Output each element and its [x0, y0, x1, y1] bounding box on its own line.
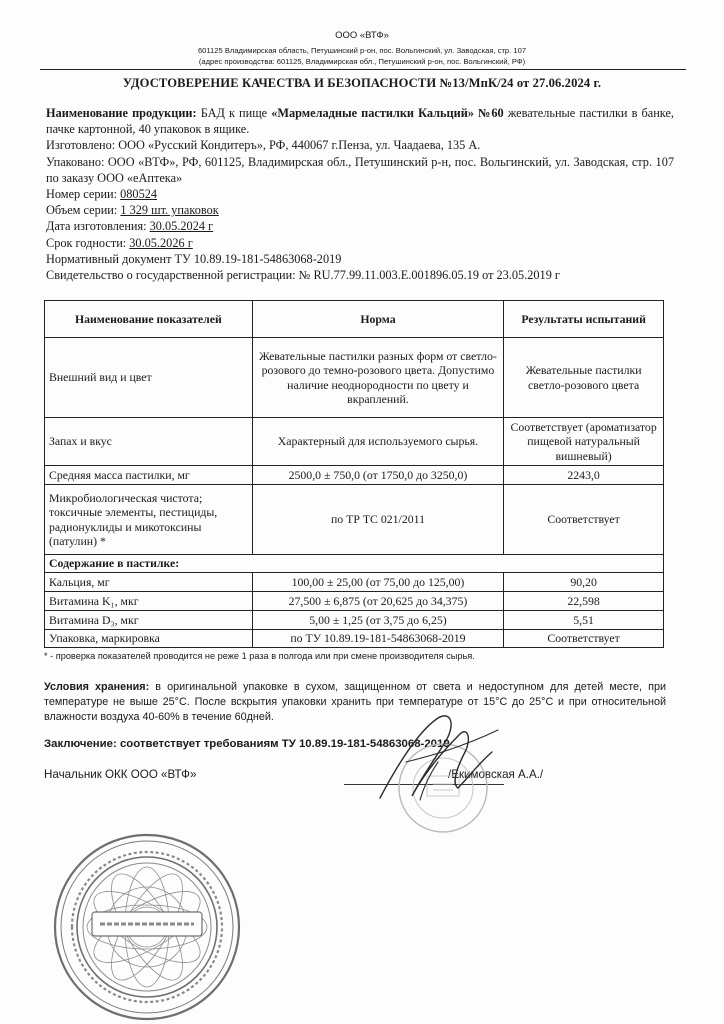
section-row — [45, 555, 664, 573]
table-cell: Средняя масса пастилки, мг — [45, 466, 253, 485]
expiry-line — [46, 235, 674, 251]
normative-line: Нормативный документ ТУ 10.89.19-181-54863068-2019 — [46, 251, 342, 266]
storage-label: Условия хранения: — [44, 681, 150, 693]
mfg-date-line — [46, 218, 674, 234]
header-divider — [40, 69, 686, 70]
table-cell: Кальция, мг — [45, 573, 253, 592]
table-row — [45, 418, 664, 466]
storage-conditions — [44, 680, 666, 725]
table-cell: по ТР ТС 021/2011 — [252, 485, 504, 555]
table-row — [45, 630, 664, 648]
product-suffix: жевательные пастилки в банке, пачке картонной, 40 упаковок в ящике. — [46, 106, 675, 137]
table-cell: Соответствует (ароматизатор пищевой натуральный вишневый) — [504, 418, 664, 466]
table-header-row — [45, 301, 664, 338]
table-row — [45, 592, 664, 611]
header-production-address: (адрес производства: 601125, Владимирская обл., Петушинский р-он, пос. Вольгинский, РФ) — [198, 57, 526, 66]
section-label: Содержание в пастилке: — [45, 555, 664, 573]
table-cell: 22,598 — [504, 592, 664, 611]
mfg-date-value: 30.05.2024 г — [149, 219, 214, 234]
table-row — [45, 466, 664, 485]
table-cell: Характерный для используемого сырья. — [252, 418, 504, 466]
table-cell: 100,00 ± 25,00 (от 75,00 до 125,00) — [252, 573, 504, 592]
round-seal-stamp-icon — [52, 832, 242, 1022]
volume-value: 1 329 шт. упаковок — [120, 203, 219, 218]
table-cell: 2500,0 ± 750,0 (от 1750,0 до 3250,0) — [252, 466, 504, 485]
series-label: Номер серии: — [46, 187, 121, 202]
product-info — [46, 105, 674, 283]
table-cell: Внешний вид и цвет — [45, 338, 253, 418]
series-value: 080524 — [120, 187, 158, 202]
table-cell: 27,500 ± 6,875 (от 20,625 до 34,375) — [252, 592, 504, 611]
table-cell: Упаковка, маркировка — [45, 630, 253, 648]
product-name: «Мармеладные пастилки Кальций» №60 — [271, 106, 504, 120]
column-header: Наименование показателей — [45, 301, 253, 338]
table-row — [45, 573, 664, 592]
table-cell: Витамина K₁, мкг — [45, 592, 253, 611]
table-cell: 5,00 ± 1,25 (от 3,75 до 6,25) — [252, 611, 504, 630]
table-row — [45, 485, 664, 555]
expiry-value: 30.05.2026 г — [129, 235, 193, 250]
table-cell: 5,51 — [504, 611, 664, 630]
product-label: Наименование продукции: — [46, 106, 197, 120]
table-row — [45, 338, 664, 418]
manufacturer-line: Изготовлено: ООО «Русский Кондитеръ», РФ, 440067 г.Пенза, ул. Чаадаева, 135 А. — [46, 138, 481, 153]
table-row — [45, 611, 664, 630]
table-cell: Витамина D₃, мкг — [45, 611, 253, 630]
product-line — [46, 105, 674, 137]
handwritten-signature-icon — [360, 700, 510, 810]
table-cell: Соответствует — [504, 630, 664, 648]
expiry-label: Срок годности: — [46, 235, 130, 250]
product-prefix: БАД к пище — [196, 106, 272, 120]
volume-line — [46, 202, 674, 218]
footnote: * - проверка показателей проводится не реже 1 раза в полгода или при смене производителя сырья. — [44, 651, 475, 661]
table-cell: Запах и вкус — [45, 418, 253, 466]
signer-name: /Екимовская А.А./ — [448, 768, 544, 781]
header-address: 601125 Владимирская область, Петушинский р-он, пос. Вольгинский, ул. Заводская, стр. 107 — [197, 46, 527, 55]
registration-line: Свидетельство о государственной регистрации: № RU.77.99.11.003.Е.001896.05.19 от 23.05.2019 г — [46, 268, 560, 283]
header-org: ООО «ВТФ» — [335, 30, 389, 41]
mfg-date-label: Дата изготовления: — [46, 219, 150, 234]
column-header: Норма — [252, 301, 504, 338]
conclusion: Заключение: соответствует требованиям ТУ 10.89.19-181-54863068-2019 — [44, 738, 450, 750]
series-line — [46, 186, 674, 202]
table-cell: Соответствует — [504, 485, 664, 555]
column-header: Результаты испытаний — [504, 301, 664, 338]
packer-line: Упаковано: ООО «ВТФ», РФ, 601125, Владимирская обл., Петушинский р-н, пос. Вольгинский, ул. Заводская, стр. 107 по заказу ООО «еАптека» — [46, 154, 674, 185]
signer-position: Начальник ОКК ООО «ВТФ» — [44, 768, 197, 781]
table-cell: 2243,0 — [504, 466, 664, 485]
quality-table — [44, 300, 664, 648]
table-cell: Жевательные пастилки светло-розового цвета — [504, 338, 664, 418]
table-cell: 90,20 — [504, 573, 664, 592]
table-cell: Микробиологическая чистота; токсичные элементы, пестициды, радионуклиды и микотоксины (патулин) * — [45, 485, 253, 555]
table-cell: по ТУ 10.89.19-181-54863068-2019 — [252, 630, 504, 648]
volume-label: Объем серии: — [46, 203, 121, 218]
storage-text: в оригинальной упаковке в сухом, защищенном от света и недоступном для детей месте, при температуре не выше 25°С. После вскрытия упаковки хранить при температуре от 15°С до 25°С и при относительной влажности воздуха 40-60% в течение 60дней. — [44, 681, 666, 723]
table-cell: Жевательные пастилки разных форм от светло-розового до темно-розового цвета. Допустимо наличие неоднородности по цвету и вкраплений. — [252, 338, 504, 418]
document-title: УДОСТОВЕРЕНИЕ КАЧЕСТВА И БЕЗОПАСНОСТИ №13/МпК/24 от 27.06.2024 г. — [122, 76, 602, 90]
